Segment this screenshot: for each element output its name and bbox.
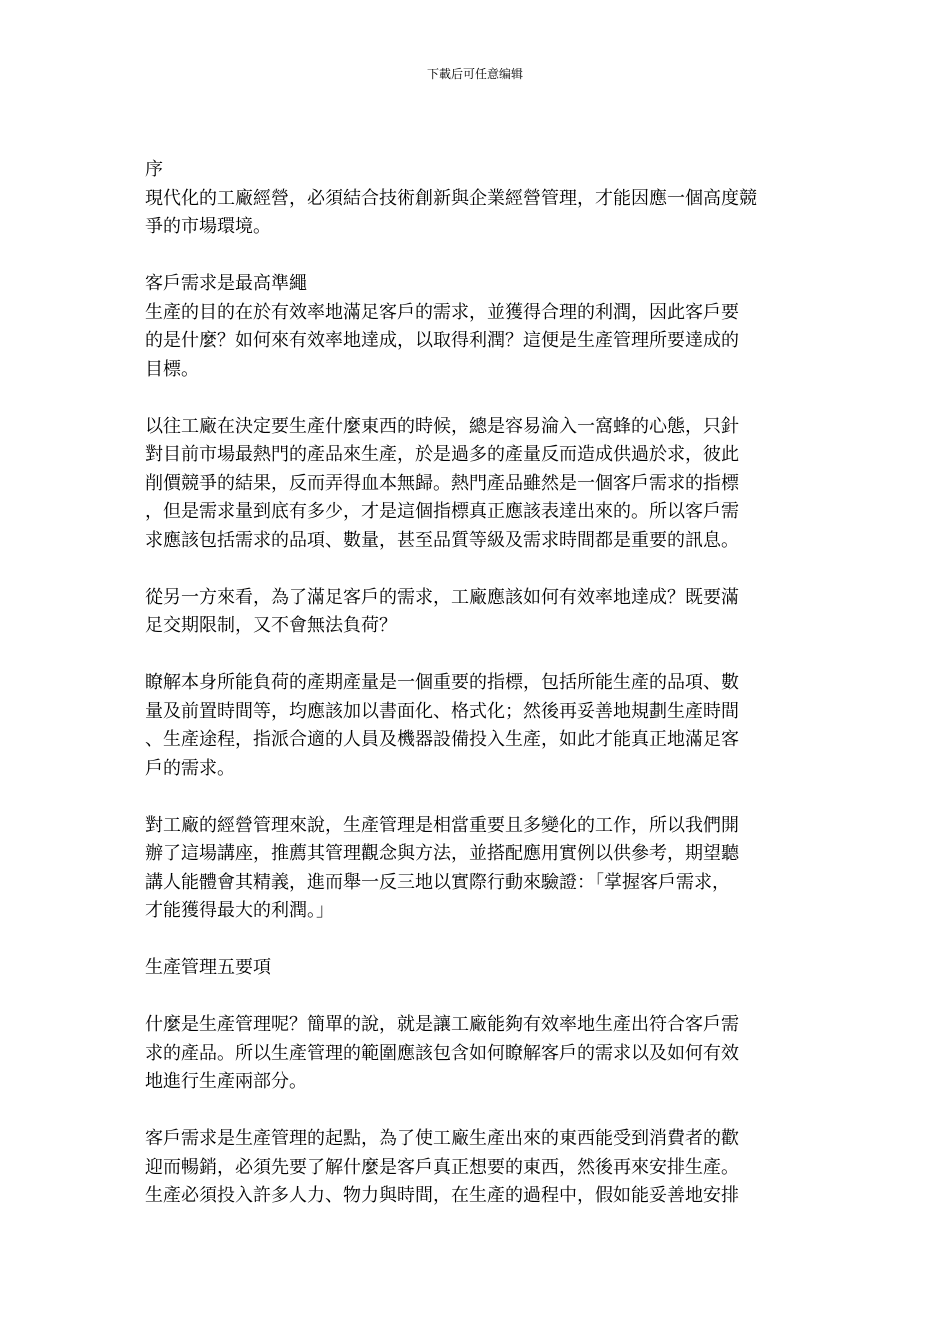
paragraph-line: 講人能體會其精義，進而舉一反三地以實際行動來驗證：「掌握客戶需求，	[145, 871, 730, 893]
paragraph-line: 削價競爭的結果，反而弄得血本無歸。熱門產品雖然是一個客戶需求的指標	[145, 472, 739, 494]
paragraph-line: 生產的目的在於有效率地滿足客戶的需求，並獲得合理的利潤，因此客戶要	[145, 301, 739, 323]
paragraph-line: 以往工廠在決定要生產什麼東西的時候，總是容易淪入一窩蜂的心態，只針	[145, 415, 739, 437]
paragraph-line: 的是什麼？如何來有效率地達成，以取得利潤？這便是生產管理所要達成的	[145, 330, 739, 351]
paragraph-line: 地進行生產兩部分。	[145, 1071, 307, 1092]
paragraph-gap	[145, 1097, 805, 1126]
paragraph-line: 戶的需求。	[145, 757, 235, 779]
paragraph-line: 量及前置時間等，均應該加以書面化、格式化；然後再妥善地規劃生產時間	[145, 700, 739, 722]
paragraph-line: 什麼是生產管理呢？簡單的說，就是讓工廠能夠有效率地生產出符合客戶需	[145, 1014, 739, 1035]
paragraph-line: 客戶需求是生產管理的起點，為了使工廠生產出來的東西能受到消費者的歡	[145, 1128, 739, 1149]
paragraph-gap	[145, 641, 805, 670]
paragraph-gap	[145, 926, 805, 955]
paragraph-gap	[145, 983, 805, 1012]
paragraph-line: 迎而暢銷，必須先要了解什麼是客戶真正想要的東西，然後再來安排生產。	[145, 1156, 739, 1178]
paragraph-line: 求的產品。所以生產管理的範圍應該包含如何瞭解客戶的需求以及如何有效	[145, 1042, 739, 1064]
paragraph-gap	[145, 783, 805, 812]
paragraph-line: 爭的市場環境。	[145, 216, 271, 237]
paragraph-line: 從另一方來看，為了滿足客戶的需求，工廠應該如何有效率地達成？既要滿	[145, 586, 739, 608]
paragraph-line: 生產必須投入許多人力、物力與時間，在生產的過程中，假如能妥善地安排	[145, 1185, 739, 1206]
paragraph-line: 對目前市場最熱門的產品來生產，於是過多的產量反而造成供過於求，彼此	[145, 444, 739, 465]
paragraph-line: 對工廠的經營管理來說，生產管理是相當重要且多變化的工作，所以我們開	[145, 814, 739, 836]
paragraph-line: 才能獲得最大的利潤。」	[145, 900, 334, 921]
paragraph-line: 現代化的工廠經營，必須結合技術創新與企業經營管理，才能因應一個高度競	[145, 187, 757, 209]
paragraph-line: ，但是需求量到底有多少，才是這個指標真正應該表達出來的。所以客戶需	[145, 501, 739, 522]
page-header: 下載后可任意编辑	[426, 67, 523, 81]
paragraph-gap	[145, 384, 805, 413]
paragraph-line: 目標。	[145, 358, 199, 380]
paragraph-line: 辦了這場講座，推薦其管理觀念與方法，並搭配應用實例以供參考，期望聽	[145, 843, 739, 864]
section-heading: 客戶需求是最高準繩	[145, 273, 307, 294]
paragraph-gap	[145, 242, 805, 271]
paragraph-line: 足交期限制，又不會無法負荷？	[145, 615, 397, 636]
paragraph-line: 求應該包括需求的品項、數量，甚至品質等級及需求時間都是重要的訊息。	[145, 529, 739, 551]
paragraph-line: 瞭解本身所能負荷的產期產量是一個重要的指標，包括所能生產的品項、數	[145, 672, 739, 693]
section-heading: 生產管理五要項	[145, 957, 271, 978]
section-heading: 序	[145, 159, 163, 180]
paragraph-line: 、生產途程，指派合適的人員及機器設備投入生產，如此才能真正地滿足客	[145, 729, 739, 750]
document-body	[145, 156, 805, 1211]
paragraph-gap	[145, 555, 805, 584]
